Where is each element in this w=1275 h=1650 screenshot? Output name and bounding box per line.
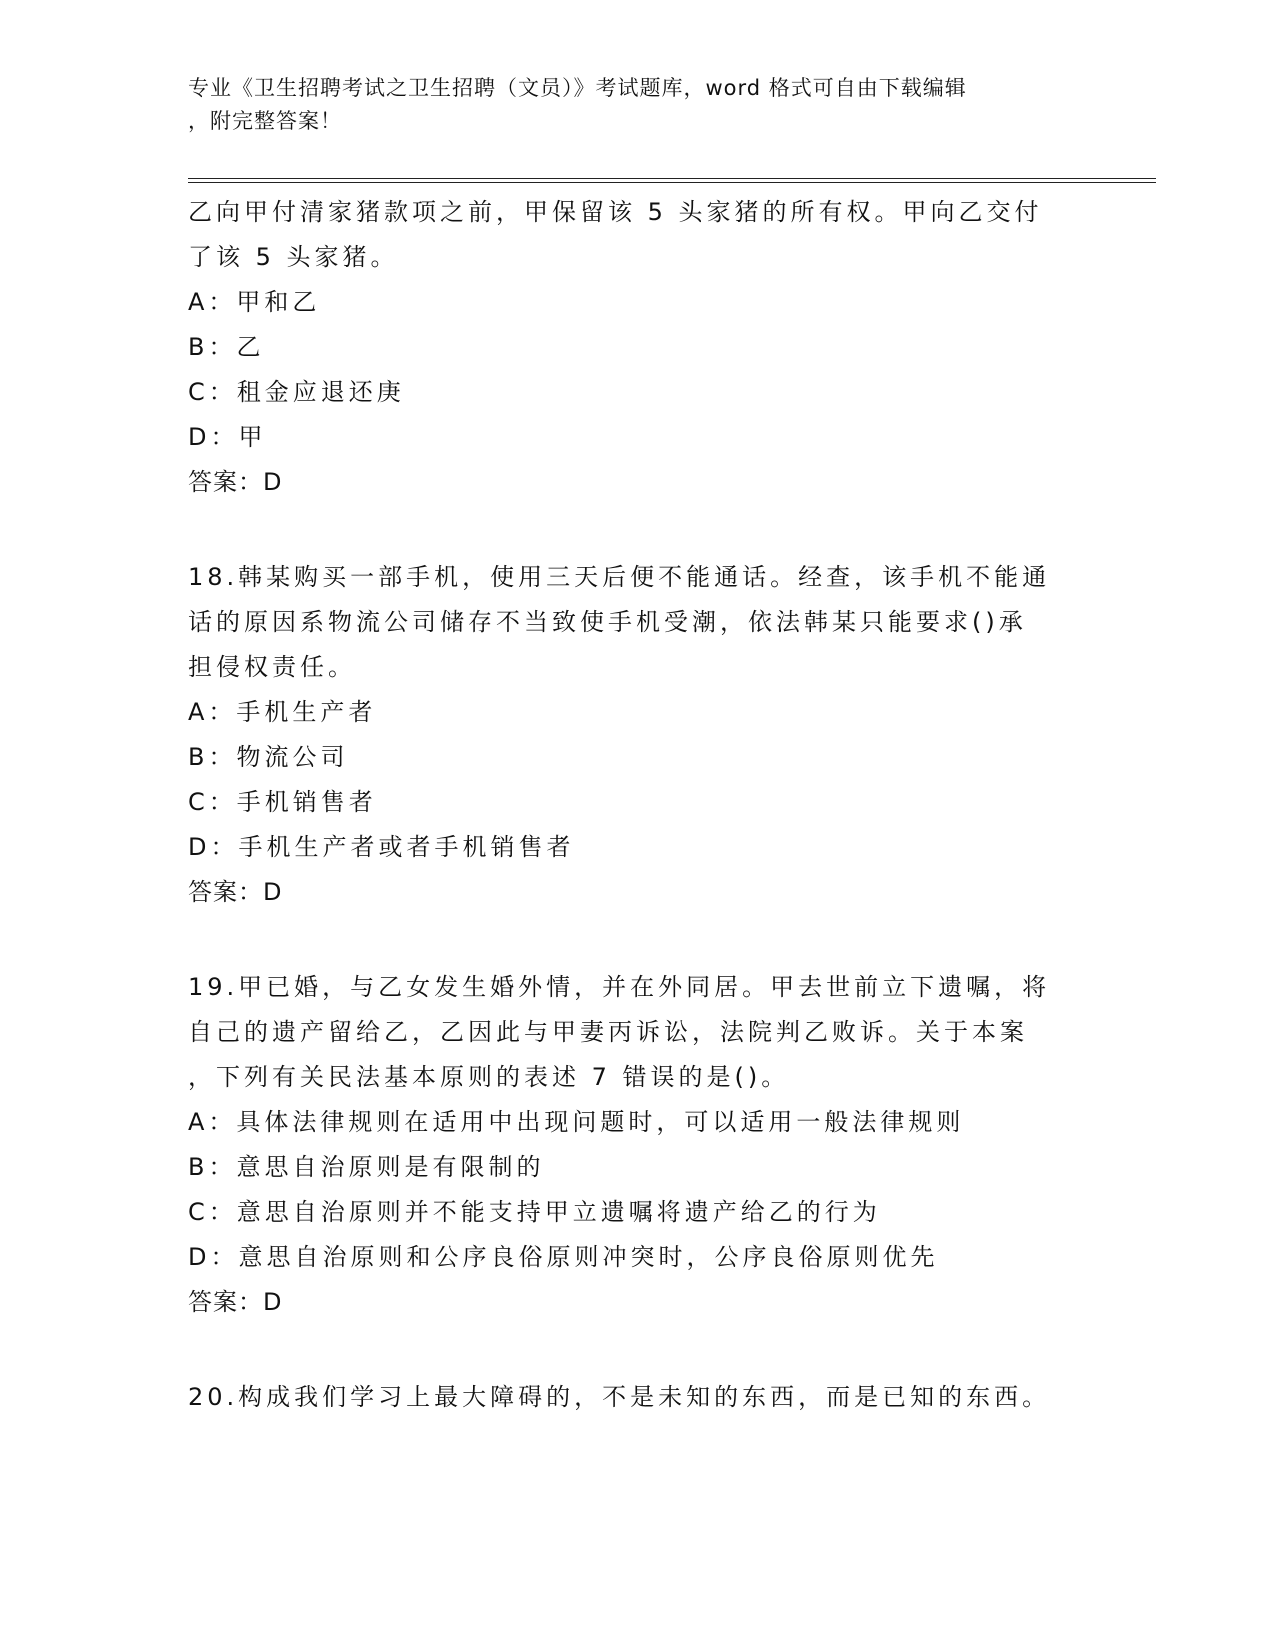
question-stem-line: 了该 5 头家猪。 [188, 243, 399, 271]
option-d: D：甲 [188, 423, 267, 451]
header-line-2: ，附完整答案！ [188, 109, 342, 133]
answer: 答案：D [188, 1288, 283, 1316]
option-a: A：手机生产者 [188, 698, 377, 726]
answer: 答案：D [188, 468, 283, 496]
option-b: B：物流公司 [188, 743, 349, 771]
spacer [188, 915, 1088, 965]
option-b: B：乙 [188, 333, 265, 361]
option-c: C：租金应退还庚 [188, 378, 405, 406]
question-list [188, 190, 1088, 1420]
question-18 [188, 555, 1088, 915]
option-d: D：意思自治原则和公序良俗原则冲突时，公序良俗原则优先 [188, 1243, 939, 1271]
question-stem-line: 担侵权责任。 [188, 653, 356, 681]
question-17 [188, 190, 1088, 505]
option-c: C：意思自治原则并不能支持甲立遗嘱将遗产给乙的行为 [188, 1198, 881, 1226]
spacer [188, 505, 1088, 555]
header-line-1: 专业《卫生招聘考试之卫生招聘（文员）》考试题库，word 格式可自由下载编辑 [188, 76, 967, 100]
option-d: D：手机生产者或者手机销售者 [188, 833, 575, 861]
option-a: A：具体法律规则在适用中出现问题时，可以适用一般法律规则 [188, 1108, 965, 1136]
question-20 [188, 1375, 1088, 1420]
question-stem-line: 18.韩某购买一部手机，使用三天后便不能通话。经查，该手机不能通 [188, 563, 1051, 591]
question-stem-line: 话的原因系物流公司储存不当致使手机受潮，依法韩某只能要求()承 [188, 608, 1027, 636]
question-stem-line: 19.甲已婚，与乙女发生婚外情，并在外同居。甲去世前立下遗嘱，将 [188, 973, 1051, 1001]
option-a: A：甲和乙 [188, 288, 321, 316]
spacer [188, 1325, 1088, 1375]
question-stem-line: 20.构成我们学习上最大障碍的，不是未知的东西，而是已知的东西。 [188, 1383, 1051, 1411]
answer: 答案：D [188, 878, 283, 906]
question-stem-line: ，下列有关民法基本原则的表述 7 错误的是()。 [188, 1063, 790, 1091]
question-stem-line: 自己的遗产留给乙，乙因此与甲妻丙诉讼，法院判乙败诉。关于本案 [188, 1018, 1028, 1046]
option-b: B：意思自治原则是有限制的 [188, 1153, 545, 1181]
option-c: C：手机销售者 [188, 788, 377, 816]
document-header [188, 72, 1068, 138]
question-19 [188, 965, 1088, 1325]
question-stem-line: 乙向甲付清家猪款项之前，甲保留该 5 头家猪的所有权。甲向乙交付 [188, 198, 1043, 226]
header-divider [188, 178, 1156, 183]
